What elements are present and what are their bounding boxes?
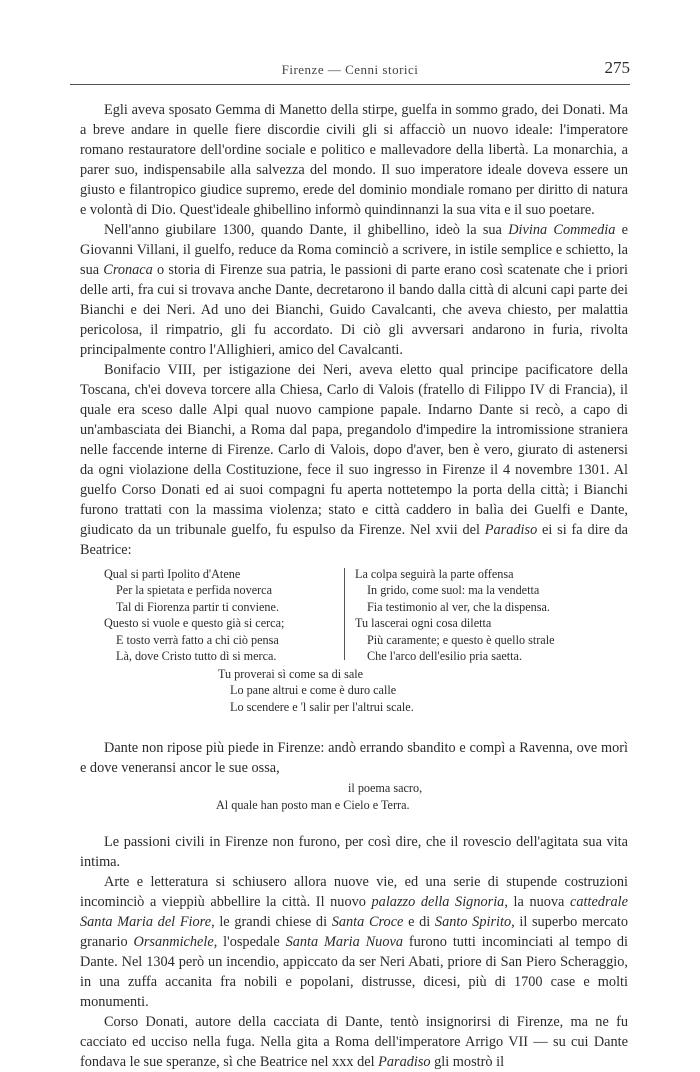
verse-center [218, 666, 498, 715]
paragraph-text: , la nuova [504, 894, 571, 910]
title-santo-spirito: Santo Spirito [434, 914, 512, 930]
verse-line: Tu proverai sì come sa di sale [218, 667, 364, 681]
verse-column-right [355, 566, 615, 664]
title-cattedrale: cattedrale Santa Maria del Fiore [80, 894, 628, 930]
verse-column-left [104, 566, 342, 664]
verse-line: Questo si vuole e questo già si cerca; [104, 616, 285, 631]
paragraph-passions [80, 832, 628, 872]
verse-line: Tal di Fiorenza partir ti conviene. [116, 599, 279, 614]
paragraph-text: Dante non ripose più piede in Firenze: andò errando sbandito e compì a Ravenna, ove morì e dove veneransi ancor le sue ossa, [80, 740, 628, 776]
paragraph-text: Corso Donati, autore della cacciata di Dante, tentò insignorirsi di Firenze, ma ne fu cacciato ed ucciso nella fuga. Nella gita a Roma dell'imperatore Arrigo VII — su cui Dante fondava le sue speranze, sì che Beatrice nel xxx del [80, 1014, 628, 1070]
title-divina-commedia: Divina Commedia [508, 222, 616, 238]
paragraph-marriage [80, 100, 628, 220]
paragraph-text: Egli aveva sposato Gemma di Manetto della stirpe, guelfa in sommo grado, dei Donati. Ma a breve andare in quelle fiere discordie civili gli si affacciò un nuovo ideale: l'imperatore romano restauratore dell'ordine sociale e politico e mallevadore della libertà. La monarchia, a parer suo, indispensabile alla salvezza del mondo. Il suo imperatore ideale doveva essere un giusto e filantropico giudice supremo, erede del dominio mondiale romano per diritto di natura e volontà di Dio. Quest'ideale ghibellino informò quindinnanzi la sua vita e il suo poetare. [80, 102, 628, 218]
paragraph-text: e Giovanni Villani, il guelfo, reduce da Roma cominciò a scrivere, in istile semplice e schietto, la sua [80, 222, 628, 278]
verse-line: Qual si partì Ipolito d'Atene [104, 567, 241, 581]
verse-line: Lo pane altrui e come è duro calle [230, 683, 397, 698]
column-divider [344, 568, 345, 660]
paragraph-text: , l'ospedale [213, 934, 286, 950]
body-text [80, 100, 628, 1072]
paragraph-text: o storia di Firenze sua patria, le passioni di parte erano così scatenate che i priori delle arti, fra cui si trovava anche Dante, decretarono il bando dalla città di alcuni capi parte dei Bianchi e dei Neri. Ad uno dei Bianchi, Guido Cavalcanti, che aveva chiesto, per malattia pericolosa, il rimpatrio, gli fu accordato. Di ciò gli avversari andarono in furia, rivolta principalmente contro l'Allighieri, amico del Cavalcanti. [80, 262, 628, 358]
running-title: Firenze — Cenni storici [281, 62, 419, 77]
paragraph-text: furono tutti incominciati al tempo di Dante. Nel 1304 però un incendio, appiccato da ser Neri Abati, priore di San Piero Scheraggio, in una zuffa accanita fra nobili e popolani, distrusse, dicesi, più di 1700 case e molti monumenti. [80, 934, 628, 1010]
verse-line: E tosto verrà fatto a chi ciò pensa [116, 632, 279, 647]
verse-line: Là, dove Cristo tutto dì si merca. [116, 649, 277, 664]
paragraph-text: Nell'anno giubilare 1300, quando Dante, il ghibellino, ideò la sua [104, 222, 509, 238]
poem-quotation [80, 780, 628, 822]
title-paradiso: Paradiso [378, 1054, 431, 1070]
title-santa-maria-nuova: Santa Maria Nuova [285, 934, 403, 950]
paragraph-text: Le passioni civili in Firenze non furono, per così dire, che il rovescio dell'agitata sua vita intima. [80, 834, 628, 870]
quote-line: il poema sacro, [348, 781, 423, 795]
paragraph-exile [80, 738, 628, 778]
verse-line: Più caramente; e questo è quello strale [367, 632, 555, 647]
verse-line: Che l'arco dell'esilio pria saetta. [367, 649, 522, 664]
paragraph-jubilee [80, 220, 628, 360]
title-orsanmichele: Orsanmichele [133, 934, 214, 950]
title-palazzo-signoria: palazzo della Signoria [371, 894, 505, 910]
verse-line: Fia testimonio al ver, che la dispensa. [367, 599, 550, 614]
paragraph-text: Bonifacio VIII, per istigazione dei Neri, aveva eletto qual principe pacificatore della Toscana, ch'ei doveva torcere alla Chiesa, Carlo di Valois (fratello di Filippo IV di Francia), il quale era sceso dalle Alpi qual nuovo campione papale. Indarno Dante si recò, a capo di un'ambasciata dei Bianchi, a Roma dal papa, pregandolo d'impedire la intromissione straniera nelle faccende interne di Firenze. Carlo di Valois, dopo d'aver, ben è vero, giurato di astenersi da ogni violazione della Costituzione, fece il suo ingresso in Firenze il 4 novembre 1301. Al guelfo Corso Donati ed ai suoi compagni fu aperta nottetempo la porta della città; i Bianchi furono trattati con la massima violenza; stato e città caddero in balìa dei Guelfi e Dante, giudicato da un tribunale guelfo, fu espulso da Firenze. Nel xvii del [80, 362, 628, 538]
paragraph-text: Arte e letteratura si schiusero allora nuove vie, ed una serie di stupende costruzioni incominciò a vieppiù abbellire la città. Il nuovo [80, 874, 628, 910]
paragraph-text: , le grandi chiese di [211, 914, 332, 930]
quote-line: Al quale han posto man e Cielo e Terra. [216, 798, 410, 812]
verse-quotation [80, 566, 628, 738]
title-paradiso: Paradiso [484, 522, 538, 538]
title-santa-croce: Santa Croce [331, 914, 404, 930]
paragraph-text: , il superbo mercato granario [80, 914, 628, 950]
running-head [70, 60, 630, 85]
paragraph-corso-donati [80, 1012, 628, 1072]
paragraph-bonifacio [80, 360, 628, 560]
verse-line: Lo scendere e 'l salir per l'altrui scale. [230, 699, 414, 714]
paragraph-text: gli mostrò il [430, 1054, 505, 1070]
paragraph-architecture [80, 872, 628, 1012]
title-cronaca: Cronaca [103, 262, 153, 278]
verse-line: Tu lascerai ogni cosa diletta [355, 616, 492, 631]
paragraph-text: ei si fa dire da Beatrice: [80, 522, 628, 558]
verse-line: In grido, come suol: ma la vendetta [367, 583, 540, 598]
paragraph-text: e di [403, 914, 435, 930]
verse-line: Per la spietata e perfida noverca [116, 583, 272, 598]
page-number: 275 [604, 58, 630, 77]
verse-line: La colpa seguirà la parte offensa [355, 567, 514, 581]
